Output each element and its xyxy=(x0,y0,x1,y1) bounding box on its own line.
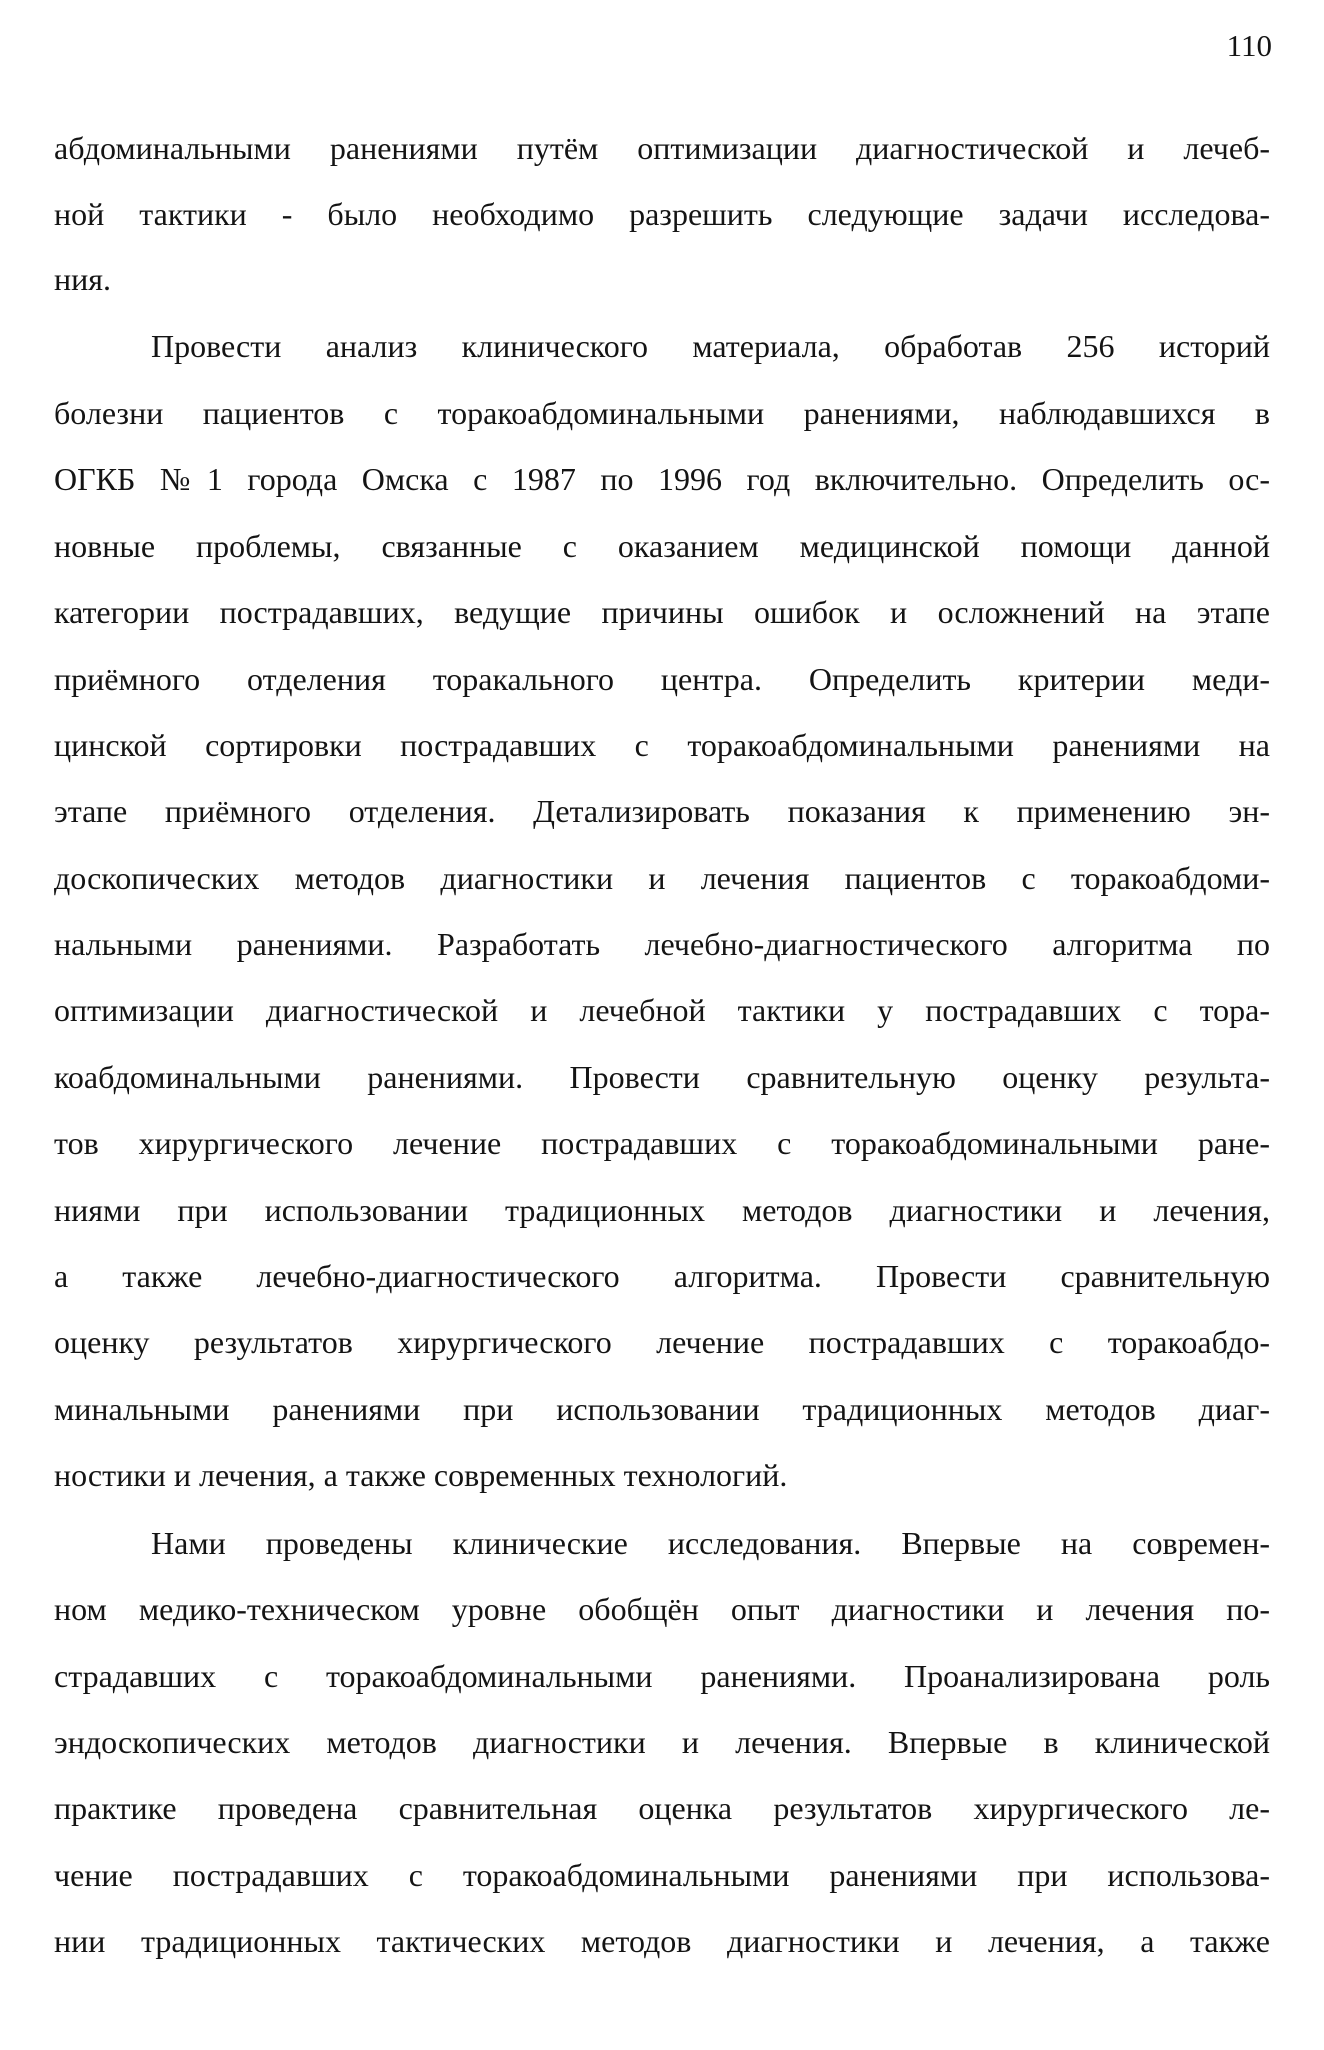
paragraph-first-line: Провести анализ клинического материала, обработав 256 историй xyxy=(151,328,1270,364)
paragraph-first-line: Нами проведены клинические исследования. Впервые на современ- xyxy=(151,1525,1270,1561)
text-line: этапе приёмного отделения. Детализировать показания к применению эн- xyxy=(54,793,1270,829)
text-line: доскопических методов диагностики и лечения пациентов с торакоабдоми- xyxy=(54,860,1270,896)
text-line: нальными ранениями. Разработать лечебно-диагностического алгоритма по xyxy=(54,926,1270,962)
text-line: нии традиционных тактических методов диагностики и лечения, а также xyxy=(54,1923,1270,1959)
text-line: оптимизации диагностической и лечебной тактики у пострадавших с тора- xyxy=(54,992,1270,1028)
text-line: а также лечебно-диагностического алгоритма. Провести сравнительную xyxy=(54,1258,1270,1294)
text-line: приёмного отделения торакального центра. Определить критерии меди- xyxy=(54,661,1270,697)
text-line: страдавших с торакоабдоминальными ранениями. Проанализирована роль xyxy=(54,1658,1270,1694)
text-line: ной тактики - было необходимо разрешить следующие задачи исследова- xyxy=(54,196,1270,232)
page-number: 110 xyxy=(1226,28,1272,63)
text-line: ОГКБ №1 города Омска с 1987 по 1996 год включительно. Определить ос- xyxy=(54,461,1270,497)
text-line: тов хирургического лечение пострадавших с торакоабдоминальными ране- xyxy=(54,1125,1270,1161)
text-line: коабдоминальными ранениями. Провести сравнительную оценку результа- xyxy=(54,1059,1270,1095)
text-line: практике проведена сравнительная оценка результатов хирургического ле- xyxy=(54,1790,1270,1826)
text-line: минальными ранениями при использовании традиционных методов диаг- xyxy=(54,1391,1270,1427)
text-line: оценку результатов хирургического лечение пострадавших с торакоабдо- xyxy=(54,1324,1270,1360)
text-line: ниями при использовании традиционных методов диагностики и лечения, xyxy=(54,1192,1270,1228)
text-line: цинской сортировки пострадавших с торакоабдоминальными ранениями на xyxy=(54,727,1270,763)
text-line: абдоминальными ранениями путём оптимизации диагностической и лечеб- xyxy=(54,130,1270,166)
text-line: болезни пациентов с торакоабдоминальными ранениями, наблюдавшихся в xyxy=(54,395,1270,431)
text-line: новные проблемы, связанные с оказанием медицинской помощи данной xyxy=(54,528,1270,564)
text-line: ном медико-техническом уровне обобщён опыт диагностики и лечения по- xyxy=(54,1591,1270,1627)
text-line: чение пострадавших с торакоабдоминальными ранениями при использова- xyxy=(54,1857,1270,1893)
text-line: ностики и лечения, а также современных технологий. xyxy=(54,1457,788,1493)
text-line: эндоскопических методов диагностики и лечения. Впервые в клинической xyxy=(54,1724,1270,1760)
text-line: ния. xyxy=(54,261,111,297)
text-line: категории пострадавших, ведущие причины ошибок и осложнений на этапе xyxy=(54,594,1270,630)
